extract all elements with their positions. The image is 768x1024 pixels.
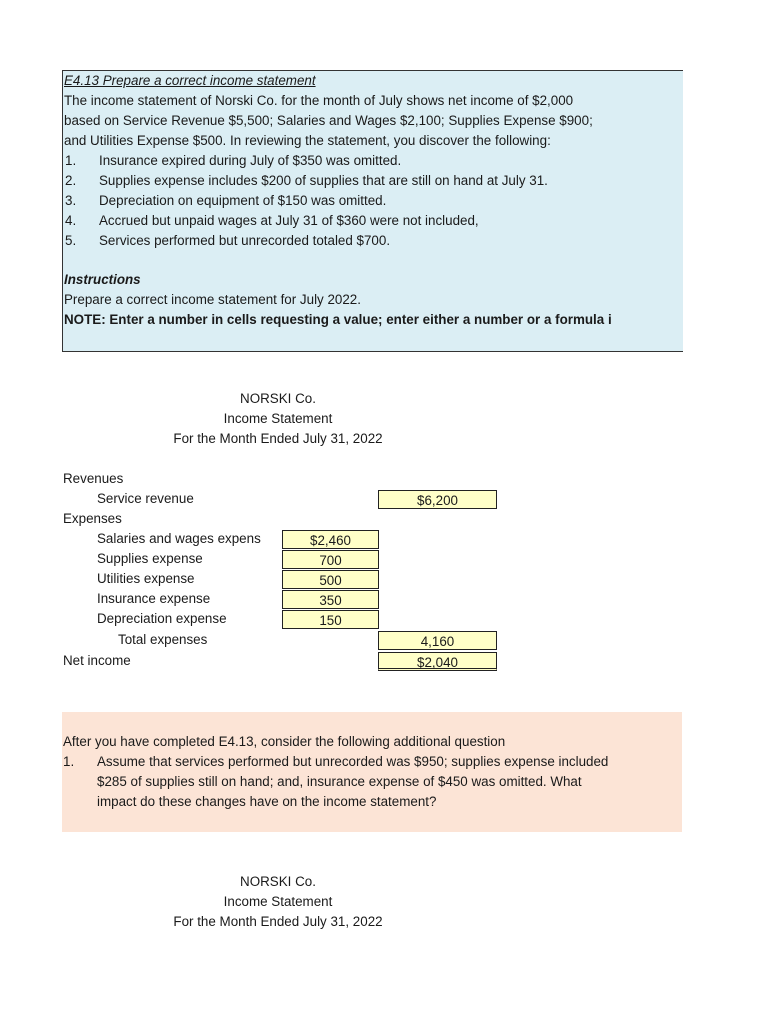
item-number: 3. — [65, 193, 77, 208]
expenses-label: Expenses — [63, 511, 122, 526]
expense-label: Supplies expense — [97, 551, 203, 566]
item-text: Services performed but unrecorded totaled $700. — [99, 233, 391, 248]
expense-cell[interactable]: $2,460 — [282, 530, 379, 549]
statement-title-2: Income Statement — [223, 894, 333, 909]
additional-text-line: $285 of supplies still on hand; and, insurance expense of $450 was omitted. What — [97, 774, 582, 789]
expense-label: Salaries and wages expens — [97, 531, 261, 546]
problem-intro-line: The income statement of Norski Co. for the month of July shows net income of $2,000 — [64, 93, 574, 108]
expense-cell[interactable]: 700 — [282, 550, 379, 569]
net-income-cell[interactable]: $2,040 — [378, 652, 497, 671]
expense-cell[interactable]: 150 — [282, 610, 379, 629]
problem-title: E4.13 Prepare a correct income statement — [64, 73, 316, 88]
item-number: 5. — [65, 233, 77, 248]
expense-label: Insurance expense — [97, 591, 211, 606]
item-text: Supplies expense includes $200 of supplies that are still on hand at July 31. — [99, 173, 548, 188]
problem-box — [62, 70, 683, 352]
net-income-label: Net income — [63, 653, 131, 668]
statement-period-2: For the Month Ended July 31, 2022 — [173, 914, 383, 929]
statement-period: For the Month Ended July 31, 2022 — [173, 431, 383, 446]
company-name-2: NORSKI Co. — [240, 874, 316, 889]
problem-intro-line: based on Service Revenue $5,500; Salaries and Wages $2,100; Supplies Expense $900; — [64, 113, 593, 128]
service-revenue-label: Service revenue — [97, 491, 194, 506]
revenues-label: Revenues — [63, 471, 124, 486]
item-text: Depreciation on equipment of $150 was omitted. — [99, 193, 387, 208]
item-text: Insurance expired during July of $350 was omitted. — [99, 153, 402, 168]
additional-text-line: Assume that services performed but unrecorded was $950; supplies expense included — [97, 754, 609, 769]
item-number: 2. — [65, 173, 77, 188]
statement-title: Income Statement — [223, 411, 333, 426]
expense-cell[interactable]: 500 — [282, 570, 379, 589]
item-number: 4. — [65, 213, 77, 228]
service-revenue-cell[interactable]: $6,200 — [378, 490, 497, 509]
problem-intro-line: and Utilities Expense $500. In reviewing the statement, you discover the following: — [64, 133, 551, 148]
expense-label: Depreciation expense — [97, 611, 227, 626]
total-expenses-label: Total expenses — [118, 632, 208, 647]
note-text: NOTE: Enter a number in cells requesting a value; enter either a number or a formula i — [64, 312, 612, 327]
additional-intro: After you have completed E4.13, consider the following additional question — [63, 734, 506, 749]
instructions-heading: Instructions — [64, 272, 141, 287]
additional-text-line: impact do these changes have on the income statement? — [97, 794, 437, 809]
additional-number: 1. — [63, 754, 75, 769]
item-number: 1. — [65, 153, 77, 168]
item-text: Accrued but unpaid wages at July 31 of $360 were not included, — [99, 213, 479, 228]
expense-label: Utilities expense — [97, 571, 195, 586]
expense-cell[interactable]: 350 — [282, 590, 379, 609]
instructions-text: Prepare a correct income statement for July 2022. — [64, 292, 361, 307]
additional-question-box — [62, 712, 682, 832]
total-expenses-cell[interactable]: 4,160 — [378, 631, 497, 650]
company-name: NORSKI Co. — [240, 391, 316, 406]
